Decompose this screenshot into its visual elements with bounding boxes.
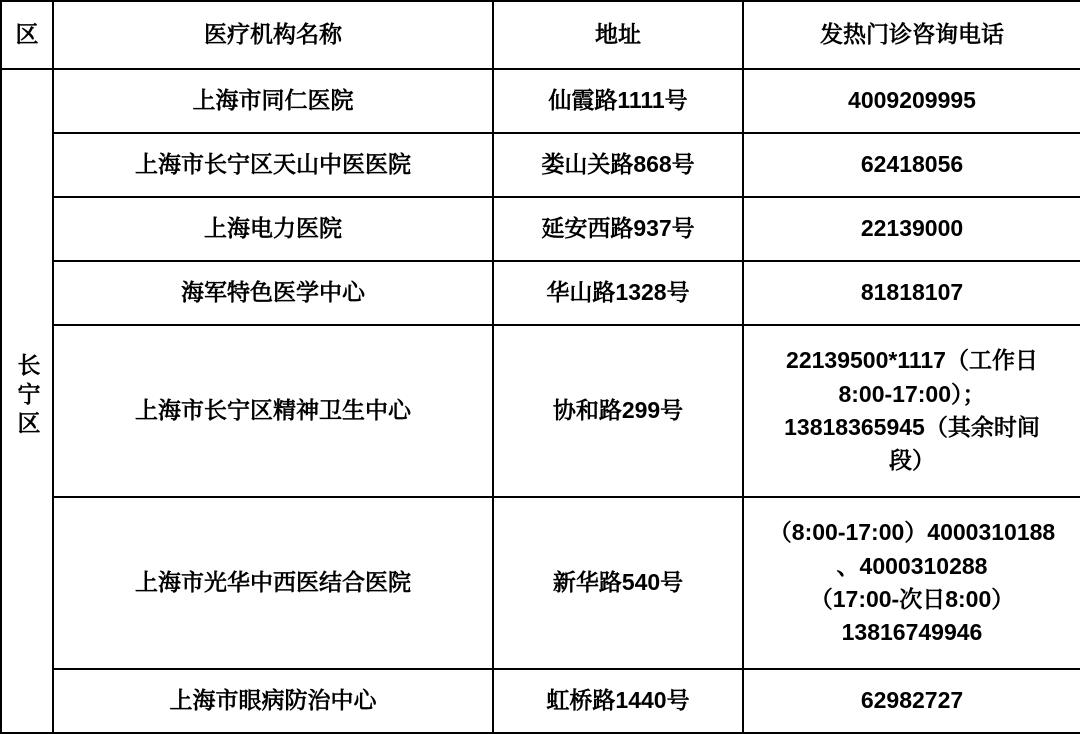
phone-line: 8:00-17:00）； [838,380,986,407]
institution-name: 上海市长宁区精神卫生中心 [53,325,493,497]
institution-name: 上海市同仁医院 [53,69,493,133]
institution-phone [743,497,1080,669]
district-cell [1,69,53,733]
institution-name: 海军特色医学中心 [53,261,493,325]
institution-phone: 22139000 [743,197,1080,261]
table-row [1,669,1080,733]
institution-address: 娄山关路868号 [493,133,743,197]
column-header-name: 医疗机构名称 [53,1,493,69]
table-row [1,261,1080,325]
phone-line: 、4000310288 [836,552,988,579]
institution-address: 协和路299号 [493,325,743,497]
institution-phone [743,325,1080,497]
phone-line: 13816749946 [841,619,983,646]
institution-phone: 4009209995 [743,69,1080,133]
phone-line: 13818365945（其余时间 [784,414,1040,440]
institution-phone: 62418056 [743,133,1080,197]
phone-line: （17:00-次日8:00） [809,586,1015,612]
table-row [1,497,1080,669]
institution-address: 华山路1328号 [493,261,743,325]
table-row [1,197,1080,261]
table-row [1,133,1080,197]
table-header [1,1,1080,69]
table-row [1,69,1080,133]
institution-address: 仙霞路1111号 [493,69,743,133]
table-header-row [1,1,1080,69]
column-header-address: 地址 [493,1,743,69]
institution-phone: 81818107 [743,261,1080,325]
institution-address: 新华路540号 [493,497,743,669]
column-header-district: 区 [1,1,53,69]
table-row [1,325,1080,497]
institution-name: 上海市光华中西医结合医院 [53,497,493,669]
institution-address: 延安西路937号 [493,197,743,261]
institution-name: 上海市长宁区天山中医医院 [53,133,493,197]
column-header-phone: 发热门诊咨询电话 [743,1,1080,69]
phone-line: 段） [889,447,935,474]
institution-name: 上海市眼病防治中心 [53,669,493,733]
phone-line: 22139500*1117（工作日 [786,347,1038,374]
institution-address: 虹桥路1440号 [493,669,743,733]
table-body [1,69,1080,733]
district-label: 长宁区 [14,352,41,440]
institution-name: 上海电力医院 [53,197,493,261]
institution-phone: 62982727 [743,669,1080,733]
phone-line: （8:00-17:00）4000310188 [768,519,1056,546]
